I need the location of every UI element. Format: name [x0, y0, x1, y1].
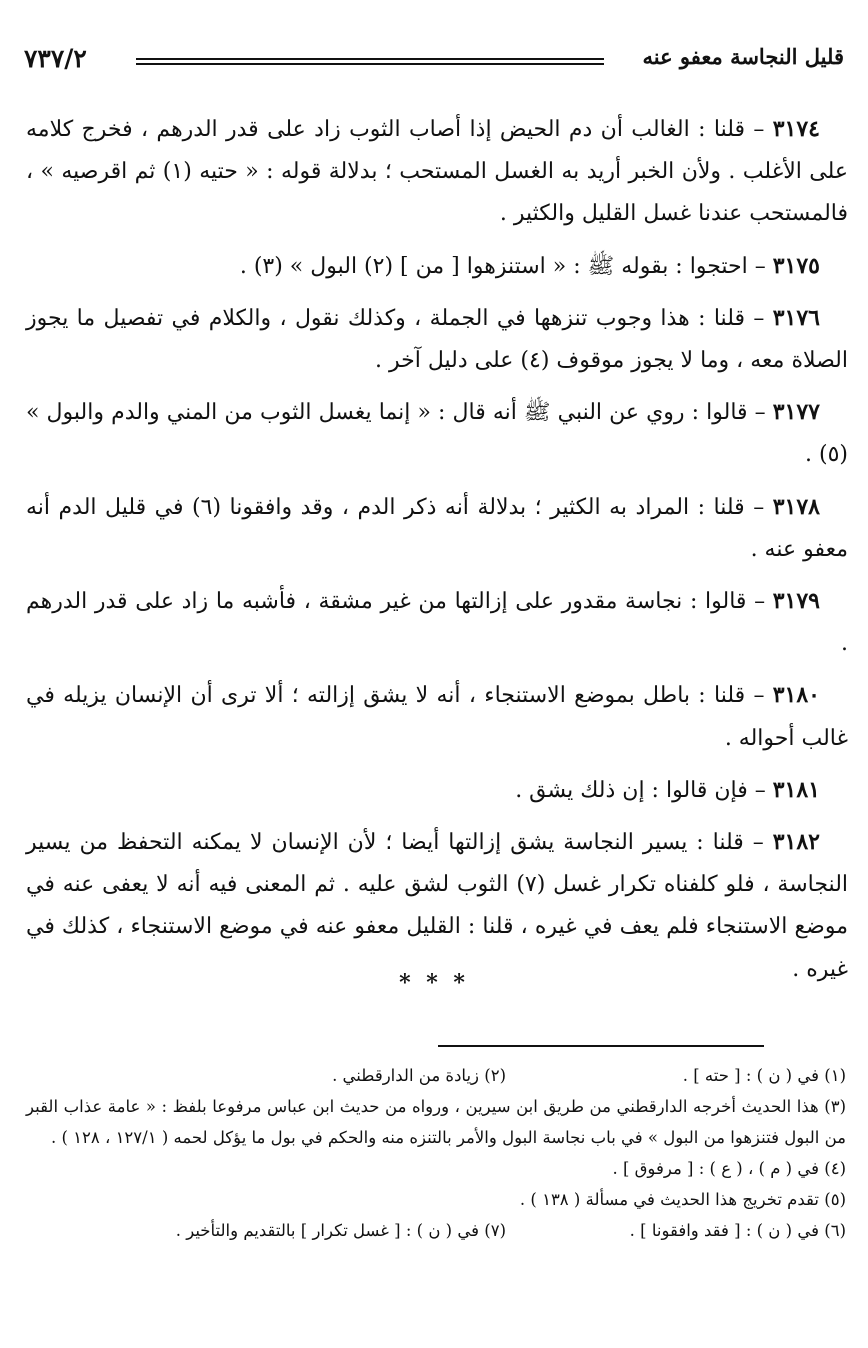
paragraph-3177: [26, 391, 848, 476]
footnote-row: [26, 1153, 846, 1184]
footnote-row: [26, 1215, 846, 1246]
paragraph-3174: [26, 108, 848, 236]
paragraph-text: – قلنا : هذا وجوب تنزهها في الجملة ، وكذلك نقول ، والكلام في تفصيل ما يجوز الصلاة معه ، وما لا يجوز موقوف (٤) على دليل آخر .: [26, 305, 848, 374]
paragraph-text: – احتجوا : بقوله ﷺ : « استنزهوا [ من ] (٢) البول » (٣) .: [239, 253, 773, 279]
issue-number: ٣١٨٢: [772, 829, 820, 856]
footnote-row: [26, 1060, 846, 1091]
paragraph-text: – قالوا : روي عن النبي ﷺ أنه قال : « إنما يغسل الثوب من المني والدم والبول » (٥) .: [26, 400, 848, 468]
paragraph-text: – قلنا : الغالب أن دم الحيض إذا أصاب الثوب زاد على قدر الدرهم ، فخرج كلامه على الأغلب . ولأن الخبر أريد به الغسل المستحب ؛ بدلالة قوله : « حتيه (١) ثم اقرصيه » ، فالمستحب عندنا غسل القليل والكثير .: [26, 117, 849, 227]
header-rule: [136, 58, 604, 65]
issue-number: ٣١٨٠: [772, 682, 820, 709]
footnote-row: [26, 1184, 846, 1215]
paragraph-text: – قلنا : باطل بموضع الاستنجاء ، أنه لا يشق إزالته ؛ ألا ترى أن الإنسان يزيله في غالب أحواله .: [26, 683, 848, 751]
footnote-1: (١) في ( ن ) : [ حته ] .: [682, 1066, 846, 1085]
paragraph-3182: [26, 821, 848, 991]
issue-number: ٣١٧٧: [772, 399, 820, 426]
footnote-rule: [438, 1045, 764, 1047]
issue-number: ٣١٧٥: [772, 252, 820, 279]
issue-number: ٣١٧٨: [772, 493, 820, 520]
footnote-2: (٢) زيادة من الدارقطني .: [332, 1066, 506, 1085]
page-number: ٧٣٧/٢: [24, 44, 87, 73]
page-header: [24, 44, 844, 84]
paragraph-3180: [26, 674, 848, 759]
paragraph-3175: [26, 245, 848, 288]
paragraph-3181: [26, 769, 848, 812]
running-title: قليل النجاسة معفو عنه: [642, 44, 844, 69]
issue-number: ٣١٧٩: [772, 588, 820, 615]
paragraph-text: – قالوا : نجاسة مقدور على إزالتها من غير مشقة ، فأشبه ما زاد على قدر الدرهم .: [26, 589, 848, 657]
paragraph-3179: [26, 580, 848, 665]
section-separator: * * *: [399, 970, 469, 996]
paragraph-3178: [26, 486, 848, 571]
footnote-7: (٧) في ( ن ) : [ غسل تكرار ] بالتقديم والتأخير .: [175, 1221, 506, 1240]
footnote-6: (٦) في ( ن ) : [ فقد وافقونا ] .: [629, 1221, 846, 1240]
issue-number: ٣١٨١: [772, 776, 820, 803]
paragraph-text: – قلنا : المراد به الكثير ؛ بدلالة أنه ذكر الدم ، وقد وافقونا (٦) في قليل الدم أنه معفو عنه .: [26, 494, 848, 562]
paragraph-text: – قلنا : يسير النجاسة يشق إزالتها أيضا ؛ لأن الإنسان لا يمكنه التحفظ من يسير النجاسة ، فلو كلفناه تكرار غسل (٧) الثوب لشق عليه . ثم المعنى فيه أنه لا يعفى عنه في موضع الاستنجاء فلم يعف في غيره ، قلنا : القليل معفو عنه في موضع الاستنجاء ، كذلك في غيره .: [26, 830, 849, 982]
footnotes: [26, 1060, 846, 1246]
paragraph-text: – فإن قالوا : إن ذلك يشق .: [515, 777, 773, 803]
footnote-3: (٣) هذا الحديث أخرجه الدارقطني من طريق ابن سيرين ، ورواه من حديث ابن عباس مرفوعا بلفظ : « عامة عذاب القبر من البول فتنزهوا من البول » في باب نجاسة البول والأمر بالتنزه منه والحكم في بول ما يؤكل لحمه ( ١٢٧/١ ، ١٢٨ ) .: [26, 1097, 846, 1147]
paragraph-3176: [26, 297, 848, 382]
issue-number: ٣١٧٦: [772, 304, 820, 331]
main-text: [26, 108, 848, 1000]
footnote-5: (٥) تقدم تخريج هذا الحديث في مسألة ( ١٣٨ ) .: [519, 1190, 846, 1209]
issue-number: ٣١٧٤: [772, 116, 820, 142]
footnote-4: (٤) في ( م ) ، ( ع ) : [ مرفوق ] .: [612, 1159, 846, 1178]
